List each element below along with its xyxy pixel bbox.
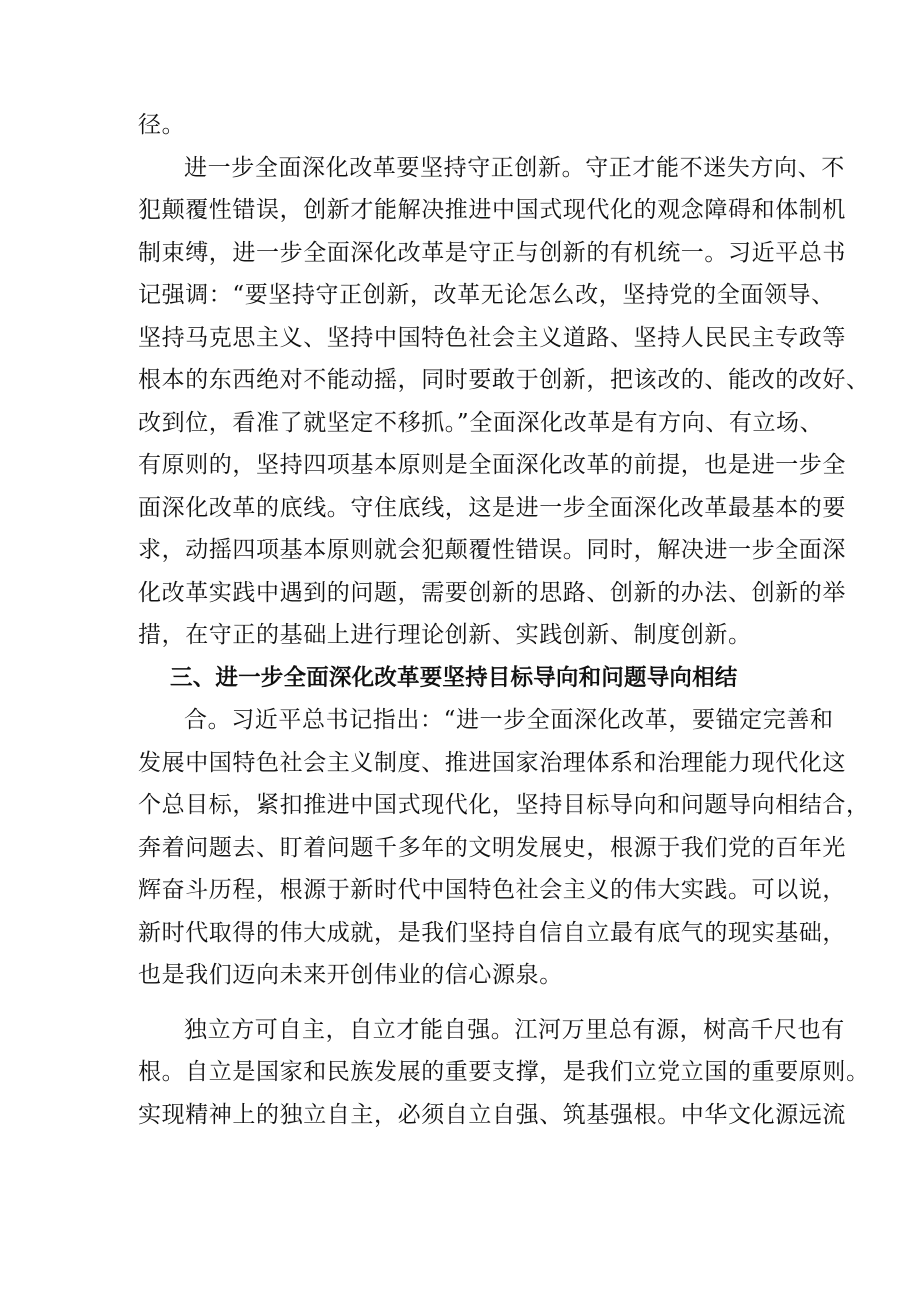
text-line: 实现精神上的独立自主，必须自立自强、筑基强根。中华文化源远流 (138, 1101, 846, 1128)
text-line: 有原则的，坚持四项基本原则是全面深化改革的前提，也是进一步全 (138, 452, 846, 478)
text-line: 求，动摇四项基本原则就会犯颠覆性错误。同时，解决进一步全面深 (138, 537, 846, 563)
text-line: 新时代取得的伟大成就，是我们坚持自信自立最有底气的现实基础， (138, 919, 846, 946)
text-line: 制束缚，进一步全面深化改革是守正与创新的有机统一。习近平总书 (138, 239, 846, 266)
text-line: 记强调：“要坚持守正创新，改革无论怎么改，坚持党的全面领导、 (138, 282, 835, 308)
text-line: 合。习近平总书记指出：“进一步全面深化改革，要锚定完善和 (184, 707, 834, 733)
text-line: 奔着问题去、盯着问题千多年的文明发展史，根源于我们党的百年光 (138, 834, 846, 861)
paragraph-mubiao-wenti (138, 699, 870, 997)
text-line: 犯颠覆性错误，创新才能解决推进中国式现代化的观念障碍和体制机 (138, 197, 846, 223)
text-line: 发展中国特色社会主义制度、推进国家治理体系和治理能力现代化这 (138, 749, 846, 776)
text-line: 个总目标，紧扣推进中国式现代化，坚持目标导向和问题导向相结合， (138, 792, 870, 818)
heading-text: 三、进一步全面深化改革要坚持目标导向和问题导向相结 (170, 664, 738, 691)
text-line: 措，在守正的基础上进行理论创新、实践创新、制度创新。 (138, 622, 752, 648)
text-line: 也是我们迈向未来开创伟业的信心源泉。 (138, 962, 563, 988)
text-line: 进一步全面深化改革要坚持守正创新。守正才能不迷失方向、不 (184, 154, 845, 181)
text-line: 独立方可自主，自立才能自强。江河万里总有源，树高千尺也有 (184, 1016, 845, 1043)
paragraph-continuation (138, 104, 786, 147)
paragraph-duli-zizhu (138, 1009, 870, 1137)
text-line: 根。自立是国家和民族发展的重要支撑，是我们立党立国的重要原则。 (138, 1059, 870, 1085)
text-line: 化改革实践中遇到的问题，需要创新的思路、创新的办法、创新的举 (138, 579, 846, 606)
text-line: 面深化改革的底线。守住底线，这是进一步全面深化改革最基本的要 (138, 494, 846, 521)
text-line: 坚持马克思主义、坚持中国特色社会主义道路、坚持人民民主专政等 (138, 324, 846, 351)
text-line: 根本的东西绝对不能动摇，同时要敢于创新，把该改的、能改的改好、 (138, 367, 870, 393)
text-line: 辉奋斗历程，根源于新时代中国特色社会主义的伟大实践。可以说， (138, 877, 846, 903)
section-heading (138, 657, 786, 700)
document-body (138, 104, 870, 1136)
paragraph-shouzheng-chuangxin (138, 147, 870, 657)
text-line: 径。 (138, 112, 186, 138)
text-line: 改到位，看准了就坚定不移抓。”全面深化改革是有方向、有立场、 (138, 409, 824, 436)
